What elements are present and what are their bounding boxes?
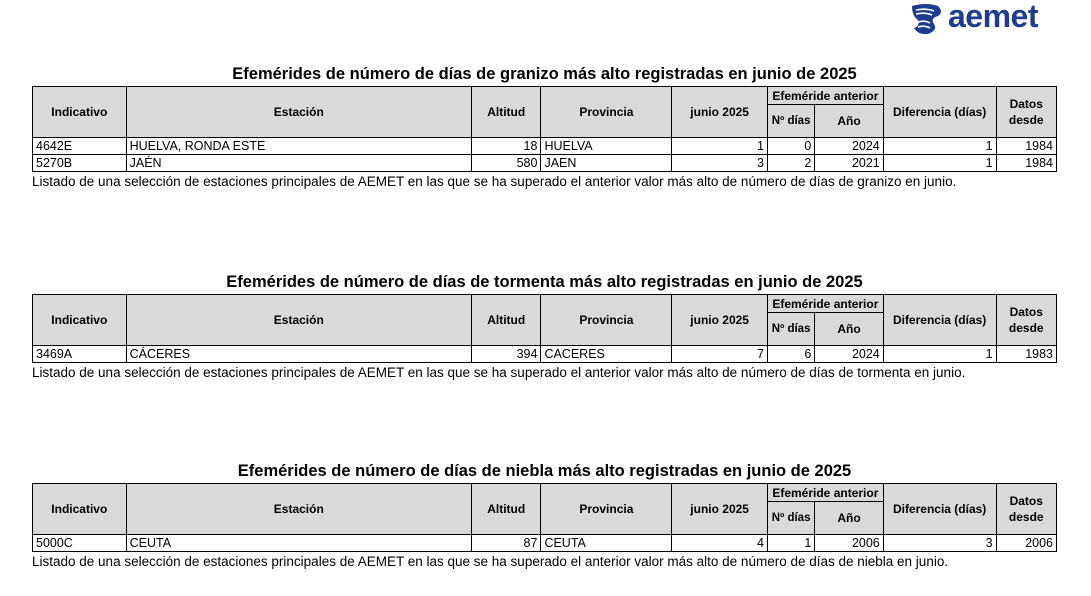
header-estacion: Estación — [126, 484, 471, 535]
cell-datos-desde: 1984 — [996, 155, 1056, 172]
cell-mes: 1 — [672, 138, 768, 155]
header-diferencia: Diferencia (días) — [883, 87, 996, 138]
cell-datos-desde: 2006 — [996, 535, 1056, 552]
header-mes: junio 2025 — [672, 295, 768, 346]
section-note: Listado de una selección de estaciones principales de AEMET en las que se ha superado el anterior valor más alto de número de días de tormenta en junio. — [32, 365, 966, 380]
header-indicativo: Indicativo — [33, 295, 127, 346]
cell-diferencia: 1 — [883, 138, 996, 155]
cell-mes: 7 — [672, 346, 768, 363]
cell-datos-desde: 1983 — [996, 346, 1056, 363]
cell-mes: 3 — [672, 155, 768, 172]
cell-anio: 2024 — [815, 138, 883, 155]
table-row — [33, 155, 1057, 172]
ephemeris-table — [32, 86, 1057, 172]
cell-altitud: 87 — [471, 535, 540, 552]
header-indicativo: Indicativo — [33, 87, 127, 138]
ephemeris-section — [32, 273, 1057, 381]
table-row — [33, 535, 1057, 552]
cell-altitud: 580 — [471, 155, 540, 172]
cell-anio: 2021 — [815, 155, 883, 172]
cell-estacion: CÁCERES — [126, 346, 471, 363]
ephemeris-table — [32, 483, 1057, 552]
header-mes: junio 2025 — [672, 87, 768, 138]
header-diferencia: Diferencia (días) — [883, 295, 996, 346]
cell-n-dias: 0 — [767, 138, 814, 155]
header-efemeride-anterior: Efeméride anterior — [767, 87, 883, 105]
section-note: Listado de una selección de estaciones principales de AEMET en las que se ha superado el anterior valor más alto de número de días de granizo en junio. — [32, 174, 957, 189]
header-estacion: Estación — [126, 87, 471, 138]
header-provincia: Provincia — [541, 87, 672, 138]
header-indicativo: Indicativo — [33, 484, 127, 535]
aemet-emblem-icon — [908, 2, 946, 36]
header-mes: junio 2025 — [672, 484, 768, 535]
section-title: Efemérides de número de días de tormenta más alto registradas en junio de 2025 — [226, 273, 863, 291]
cell-altitud: 18 — [471, 138, 540, 155]
cell-altitud: 394 — [471, 346, 540, 363]
cell-n-dias: 6 — [767, 346, 814, 363]
header-altitud: Altitud — [471, 295, 540, 346]
header-anio: Año — [815, 502, 883, 535]
cell-diferencia: 1 — [883, 346, 996, 363]
cell-provincia: CACERES — [541, 346, 672, 363]
header-provincia: Provincia — [541, 295, 672, 346]
cell-provincia: JAEN — [541, 155, 672, 172]
header-efemeride-anterior: Efeméride anterior — [767, 484, 883, 502]
cell-anio: 2024 — [815, 346, 883, 363]
cell-mes: 4 — [672, 535, 768, 552]
header-altitud: Altitud — [471, 87, 540, 138]
cell-indicativo: 3469A — [33, 346, 127, 363]
cell-provincia: HUELVA — [541, 138, 672, 155]
header-provincia: Provincia — [541, 484, 672, 535]
table-row — [33, 138, 1057, 155]
cell-estacion: JAÉN — [126, 155, 471, 172]
ephemeris-section — [32, 65, 1057, 190]
cell-provincia: CEUTA — [541, 535, 672, 552]
cell-n-dias: 1 — [767, 535, 814, 552]
header-efemeride-anterior: Efeméride anterior — [767, 295, 883, 313]
ephemeris-section — [32, 462, 1057, 570]
header-anio: Año — [815, 313, 883, 346]
cell-estacion: HUELVA, RONDA ESTE — [126, 138, 471, 155]
header-datos-desde: Datos desde — [996, 484, 1056, 535]
aemet-logo — [908, 2, 1060, 38]
cell-diferencia: 3 — [883, 535, 996, 552]
cell-estacion: CEUTA — [126, 535, 471, 552]
header-diferencia: Diferencia (días) — [883, 484, 996, 535]
section-title: Efemérides de número de días de granizo más alto registradas en junio de 2025 — [232, 65, 857, 83]
section-note: Listado de una selección de estaciones principales de AEMET en las que se ha superado el anterior valor más alto de número de días de niebla en junio. — [32, 554, 949, 569]
cell-indicativo: 5000C — [33, 535, 127, 552]
section-title: Efemérides de número de días de niebla más alto registradas en junio de 2025 — [237, 462, 852, 480]
header-datos-desde: Datos desde — [996, 87, 1056, 138]
cell-diferencia: 1 — [883, 155, 996, 172]
header-n-dias: Nº días — [767, 313, 814, 346]
header-estacion: Estación — [126, 295, 471, 346]
table-row — [33, 346, 1057, 363]
header-anio: Año — [815, 105, 883, 138]
cell-n-dias: 2 — [767, 155, 814, 172]
cell-datos-desde: 1984 — [996, 138, 1056, 155]
cell-indicativo: 4642E — [33, 138, 127, 155]
cell-anio: 2006 — [815, 535, 883, 552]
ephemeris-table — [32, 294, 1057, 363]
cell-indicativo: 5270B — [33, 155, 127, 172]
header-datos-desde: Datos desde — [996, 295, 1056, 346]
header-n-dias: Nº días — [767, 502, 814, 535]
header-altitud: Altitud — [471, 484, 540, 535]
header-n-dias: Nº días — [767, 105, 814, 138]
aemet-logo-text: aemet — [948, 0, 1038, 34]
